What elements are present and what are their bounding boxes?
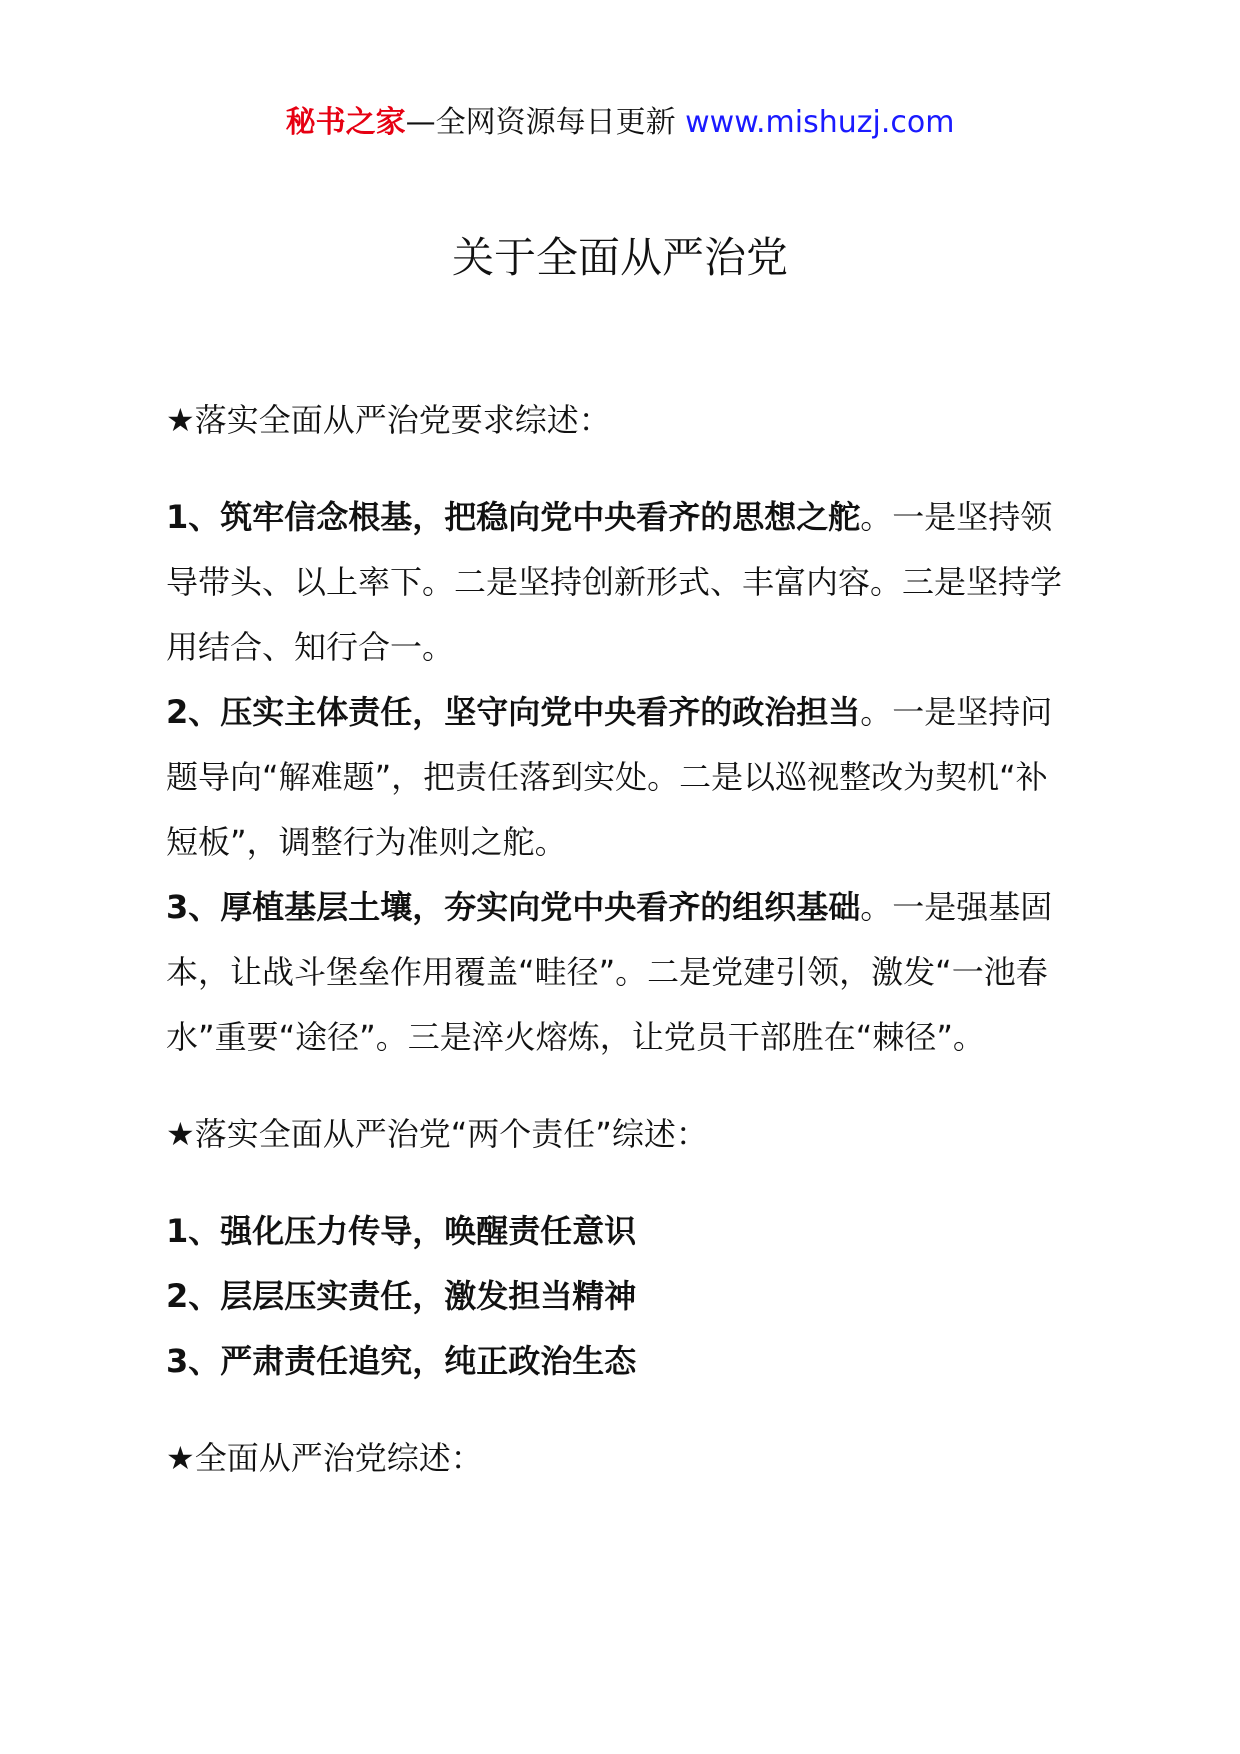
site-url-link[interactable]: www.mishuzj.com xyxy=(685,105,955,140)
item-lead: 2、压实主体责任，坚守向党中央看齐的政治担当 xyxy=(166,693,861,731)
list-item: 3、严肃责任追究，纯正政治生态 xyxy=(166,1342,637,1380)
section-heading-two-responsibilities: ★落实全面从严治党“两个责任”综述： xyxy=(166,1115,708,1153)
document-body xyxy=(166,388,1076,1491)
header-tagline: —全网资源每日更新 xyxy=(405,105,676,140)
item-body: 。一是坚持领导带头、以上率下。二是坚持创新形式、丰富内容。三是坚持学用结合、知行合一。 xyxy=(166,498,1063,666)
section-heading-overview: ★全面从严治党综述： xyxy=(166,1439,483,1477)
paragraph-item xyxy=(166,680,1076,875)
section-heading-requirements: ★落实全面从严治党要求综述： xyxy=(166,401,611,439)
paragraph-item xyxy=(166,485,1076,680)
list-item: 1、强化压力传导，唤醒责任意识 xyxy=(166,1212,637,1250)
item-lead: 3、厚植基层土壤，夯实向党中央看齐的组织基础 xyxy=(166,888,861,926)
paragraph-item xyxy=(166,875,1076,1070)
item-body: 。一是坚持问题导向“解难题”，把责任落到实处。二是以巡视整改为契机“补短板”，调整行为准则之舵。 xyxy=(166,693,1053,861)
page-title: 关于全面从严治党 xyxy=(451,233,788,282)
list-item: 2、层层压实责任，激发担当精神 xyxy=(166,1277,637,1315)
site-header xyxy=(0,100,1240,146)
item-lead: 1、筑牢信念根基，把稳向党中央看齐的思想之舵 xyxy=(166,498,861,536)
item-body: 。一是强基固本，让战斗堡垒作用覆盖“畦径”。二是党建引领，激发“一池春水”重要“途径”。三是淬火熔炼，让党员干部胜在“棘径”。 xyxy=(166,888,1053,1056)
brand-name: 秘书之家 xyxy=(285,105,406,140)
